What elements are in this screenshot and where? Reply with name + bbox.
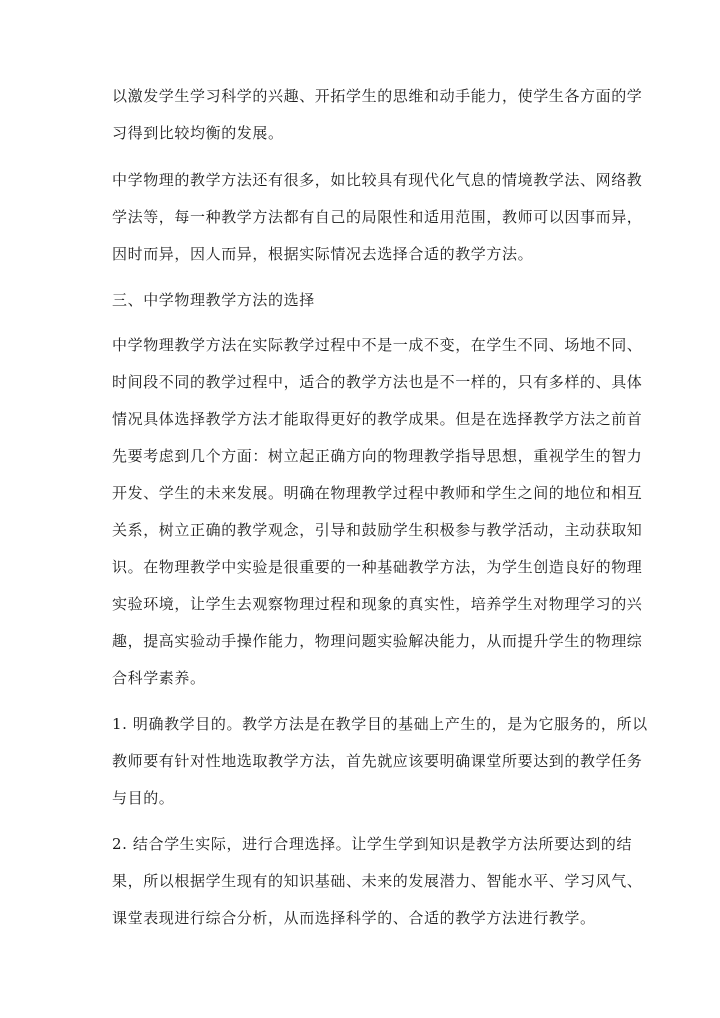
paragraph-1-line-1: 以激发学生学习科学的兴趣、开拓学生的思维和动手能力，使学生各方面的学 [112, 87, 643, 105]
paragraph-3-line-8: 实验环境，让学生去观察物理过程和现象的真实性，培养学生对物理学习的兴 [112, 595, 643, 613]
list-item-1-line-1: 1. 明确教学目的。教学方法是在教学目的基础上产生的，是为它服务的，所以 [112, 715, 648, 733]
paragraph-2-line-1: 中学物理的教学方法还有很多，如比较具有现代化气息的情境教学法、网络教 [112, 171, 643, 189]
paragraph-1-line-2: 习得到比较均衡的发展。 [112, 124, 284, 142]
paragraph-3-line-7: 识。在物理教学中实验是很重要的一种基础教学方法，为学生创造良好的物理 [112, 558, 643, 576]
paragraph-2-line-2: 学法等，每一种教学方法都有自己的局限性和适用范围，教师可以因事而异， [112, 208, 643, 226]
paragraph-3-line-3: 情况具体选择教学方法才能取得更好的教学成果。但是在选择教学方法之前首 [112, 410, 643, 428]
list-item-2-line-1: 2. 结合学生实际，进行合理选择。让学生学到知识是教学方法所要达到的结 [112, 835, 633, 853]
list-item-1-line-2: 教师要有针对性地选取教学方法，首先就应该要明确课堂所要达到的教学任务 [112, 752, 643, 770]
paragraph-3-line-6: 关系，树立正确的教学观念，引导和鼓励学生积极参与教学活动，主动获取知 [112, 521, 643, 539]
paragraph-3-line-4: 先要考虑到几个方面：树立起正确方向的物理教学指导思想，重视学生的智力 [112, 447, 643, 465]
list-item-2-line-3: 课堂表现进行综合分析，从而选择科学的、合适的教学方法进行教学。 [112, 909, 596, 927]
paragraph-3-line-5: 开发、学生的未来发展。明确在物理教学过程中教师和学生之间的地位和相互 [112, 484, 643, 502]
list-item-2-line-2: 果，所以根据学生现有的知识基础、未来的发展潜力、智能水平、学习风气、 [112, 872, 643, 890]
paragraph-3-line-2: 时间段不同的教学过程中，适合的教学方法也是不一样的，只有多样的、具体 [112, 373, 643, 391]
section-heading: 三、中学物理教学方法的选择 [112, 291, 315, 309]
paragraph-2-line-3: 因时而异，因人而异，根据实际情况去选择合适的教学方法。 [112, 245, 534, 263]
paragraph-3-line-9: 趣，提高实验动手操作能力，物理问题实验解决能力，从而提升学生的物理综 [112, 632, 643, 650]
list-item-1-line-3: 与目的。 [112, 789, 175, 807]
paragraph-3-line-10: 合科学素养。 [112, 669, 206, 687]
paragraph-3-line-1: 中学物理教学方法在实际教学过程中不是一成不变，在学生不同、场地不同、 [112, 336, 643, 354]
